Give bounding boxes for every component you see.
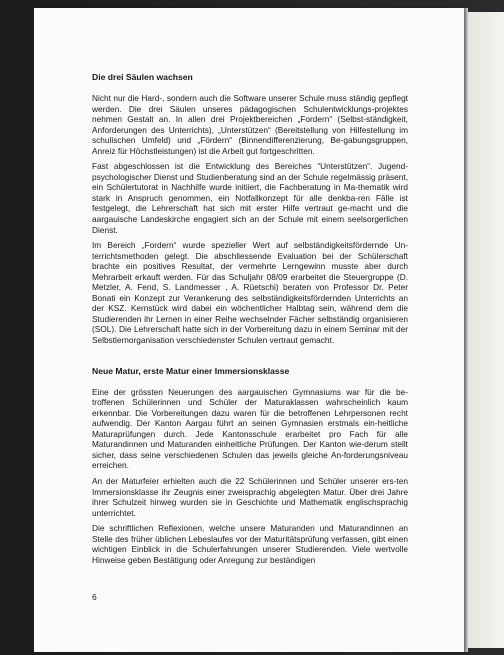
section-heading-drei-saeulen: Die drei Säulen wachsen [92,72,193,82]
paragraph: An der Maturfeier erhielten auch die 22 Schülerinnen und Schüler unserer ers-ten Immersionsklasse ihr Zeugnis einer zweisprachig abgelegten Matur. Über drei Jahre ihrer Schulzeit hinweg wurden sie in Geschichte und Mathematik englischsprachig unterrichtet. [92,475,408,518]
paragraph: Die schriftlichen Reflexionen, welche unsere Maturanden und Maturandinnen an Stelle des früher üblichen Lebeslaufes vor der Maturitätsprüfung verfassen, gibt einen wichtigen Einblick in die Schulerfahrungen unserer Studierenden. Viele wertvolle Hinweise geben Bestätigung oder Anregung zur beständigen [92,523,408,565]
page-number: 6 [92,592,97,602]
page-content [92,72,408,570]
facing-page-edge [468,12,504,648]
paragraph: Eine der grössten Neuerungen des aargauischen Gymnasiums war für die be-troffenen Schülerinnen und Schüler der Maturaklassen wahrscheinlich kaum erkennbar. Die Vorbereitungen dazu waren für die betroffenen Lehrpersonen recht aufwendig. Der Kanton Aargau führt an seinen Gymnasien erstmals ein-heitliche Maturaprüfungen durch. Jede Kantonsschule erarbeitet pro Fach für alle Maturandinnen und Maturanden einheitliche Prüfungen. Der Kanton wie-derum stellt sicher, dass seine verschiedenen Schulen das jeweils gleiche An-forderungsniveau erreichen. [92,386,408,471]
section-heading-neue-matur: Neue Matur, erste Matur einer Immersionsklasse [92,365,290,376]
paragraph: Fast abgeschlossen ist die Entwicklung des Bereiches “Unterstützen“. Jugend-psychologischer Dienst und Studienberatung sind an der Schule regelmässig präsent, ein Schülertutorat in Nachhilfe wurde initiiert, die Fachberatung in Ma-thematik wird stark in Anspruch genommen, ein Notfallkonzept für alle denkba-ren Fälle ist festgelegt, die Lehrerschaft hat sich mit erster Hilfe vertraut ge-macht und die aargauische Landeskirche engagiert sich an der Schule mit einem seelsorgerlichen Dienst. [92,161,408,235]
paragraph: Im Bereich „Fordern“ wurde spezieller Wert auf selbständigkeitsfördernde Un-terrichtsmethoden gelegt. Die abschliessende Evaluation bei der Schülerschaft brachte ein positives Resultat, der vermehrte Lerngewinn musste aber durch Mehrarbeit erkauft werden. Für das Schuljahr 08/09 erarbeitet die Steuergruppe (D. Metzler, A. Fend, S. Landmesser , A. Rüetschi) beraten von Professor Dr. Peter Bonati ein Konzept zur Verankerung des selbständigkeitsfördernden Unterrichts an der KSZ. Kernstück wird dabei ein wöchentlicher Halbtag sein, während dem die Studierenden ihr Lernen in einer Reihe wechselnder Fächer selbständig organisieren (SOL). Die Lehrerschaft hatte sich in der Vorbereitung dazu in einem Seminar mit der Selbstlernorganisation verschiedenster Schulen vertraut gemacht. [92,240,408,346]
paragraph: Nicht nur die Hard-, sondern auch die Software unserer Schule muss ständig gepflegt werden. Die drei Säulen unseres pädagogischen Schulentwicklungs-projektes nehmen Gestalt an. In allen drei Projektbereichen „Fordern“ (Selbst-ständigkeit, Anforderungen des Unterrichts), „Unterstützen“ (Bereitstellung von Hilfestellung im schulischen Umfeld) und „Fördern“ (Binnendifferenzierung, Be-gabungsgruppen, Anreiz für Höchstleistungen) ist die Arbeit gut fortgeschritten. [92,93,408,156]
book-spine [464,8,468,652]
